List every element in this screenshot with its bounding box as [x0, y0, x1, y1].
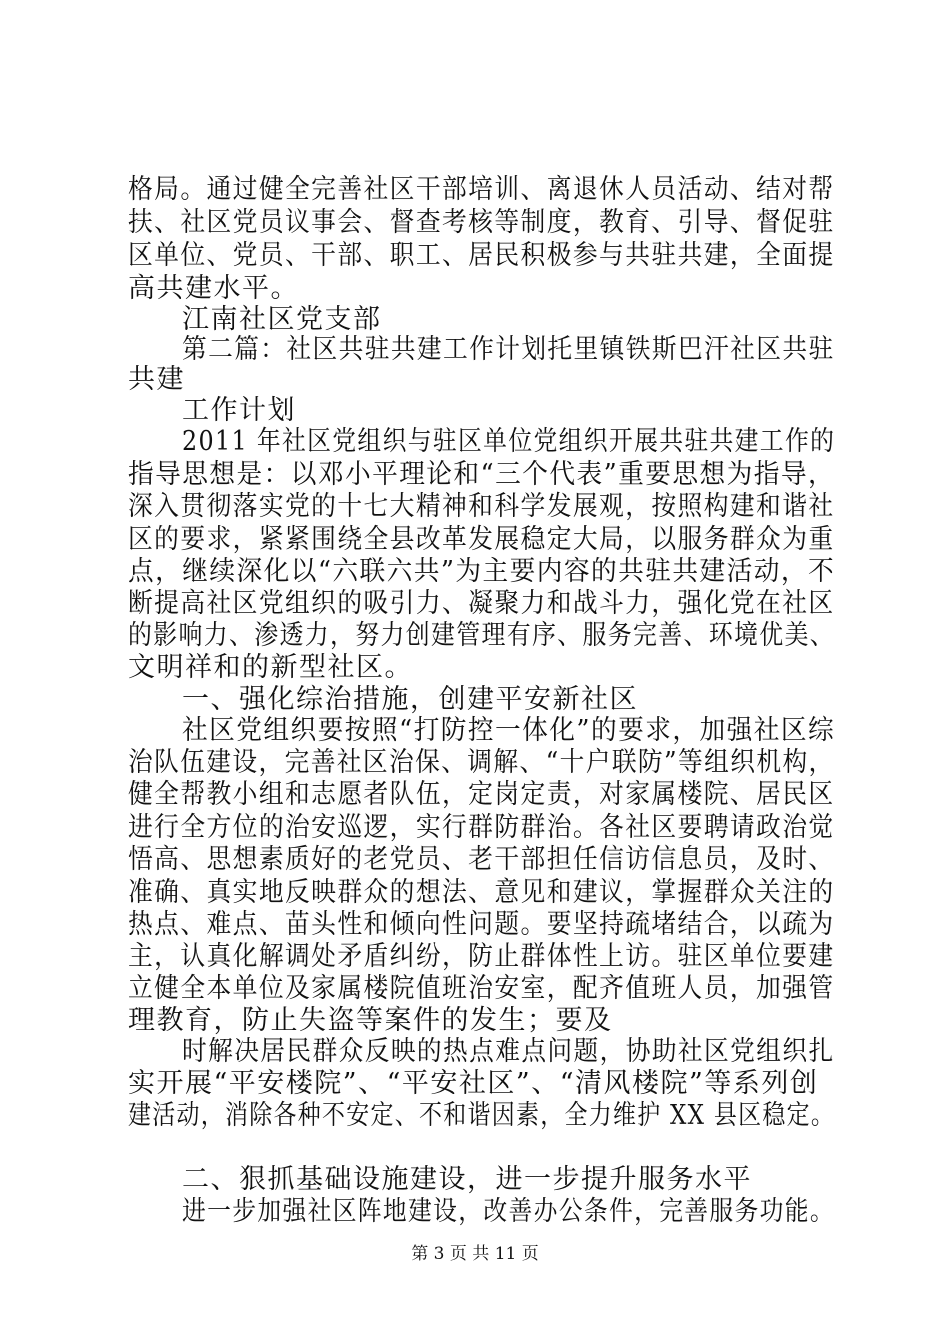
text-line: 热点、难点、苗头性和倾向性问题。要坚持疏堵结合，以疏为	[128, 909, 835, 940]
text-line: 文明祥和的新型社区。	[128, 652, 413, 683]
page-footer: 第 3 页 共 11 页	[411, 1244, 539, 1264]
text-line: 理教育，防止失盗等案件的发生；要及	[128, 1005, 613, 1036]
text-line: 社区党组织要按照“打防控一体化”的要求，加强社区综	[182, 715, 836, 746]
text-line: 主，认真化解调处矛盾纠纷，防止群体性上访。驻区单位要建	[128, 941, 835, 972]
subsection-heading-1: 一、强化综治措施，创建平安新社区	[182, 684, 638, 715]
text-line: 时解决居民群众反映的热点难点问题，协助社区党组织扎	[182, 1036, 835, 1067]
text-line: 高共建水平。	[128, 273, 299, 304]
text-line: 实开展“平安楼院”、“平安社区”、“清风楼院”等系列创	[128, 1068, 819, 1099]
text-line: 扶、社区党员议事会、督查考核等制度，教育、引导、督促驻	[128, 207, 835, 238]
text-line: 健全帮教小组和志愿者队伍，定岗定责，对家属楼院、居民区	[128, 779, 835, 810]
text-line: 区的要求，紧紧围绕全县改革发展稳定大局，以服务群众为重	[128, 524, 835, 555]
text-line: 断提高社区党组织的吸引力、凝聚力和战斗力，强化党在社区	[128, 588, 835, 619]
signature-line: 江南社区党支部	[182, 304, 382, 335]
text-line: 建活动，消除各种不安定、不和谐因素，全力维护 XX 县区稳定。	[128, 1100, 836, 1131]
text-line: 格局。通过健全完善社区干部培训、离退休人员活动、结对帮	[128, 174, 835, 205]
text-line: 深入贯彻落实党的十七大精神和科学发展观，按照构建和谐社	[128, 491, 835, 522]
text-line: 治队伍建设，完善社区治保、调解、“十户联防”等组织机构，	[128, 747, 835, 778]
text-line: 区单位、党员、干部、职工、居民积极参与共驻共建，全面提	[128, 240, 835, 271]
text-line: 进行全方位的治安巡逻，实行群防群治。各社区要聘请政治觉	[128, 812, 835, 843]
text-line: 立健全本单位及家属楼院值班治安室，配齐值班人员，加强管	[128, 973, 835, 1004]
plan-title: 工作计划	[182, 395, 296, 426]
text-line: 悟高、思想素质好的老党员、老干部担任信访信息员，及时、	[128, 844, 835, 875]
text-line: 点，继续深化以“六联六共”为主要内容的共驻共建活动，不	[128, 556, 836, 587]
text-line: 指导思想是：以邓小平理论和“三个代表”重要思想为指导，	[128, 459, 836, 490]
section-heading: 第二篇：社区共驻共建工作计划托里镇铁斯巴汗社区共驻	[182, 334, 835, 365]
section-heading-cont: 共建	[128, 364, 185, 395]
text-line: 的影响力、渗透力，努力创建管理有序、服务完善、环境优美、	[128, 620, 835, 651]
text-line: 进一步加强社区阵地建设，改善办公条件，完善服务功能。	[182, 1196, 835, 1227]
text-line: 2011 年社区党组织与驻区单位党组织开展共驻共建工作的	[182, 426, 836, 457]
text-line: 准确、真实地反映群众的想法、意见和建议，掌握群众关注的	[128, 877, 835, 908]
subsection-heading-2: 二、狠抓基础设施建设，进一步提升服务水平	[182, 1164, 752, 1195]
